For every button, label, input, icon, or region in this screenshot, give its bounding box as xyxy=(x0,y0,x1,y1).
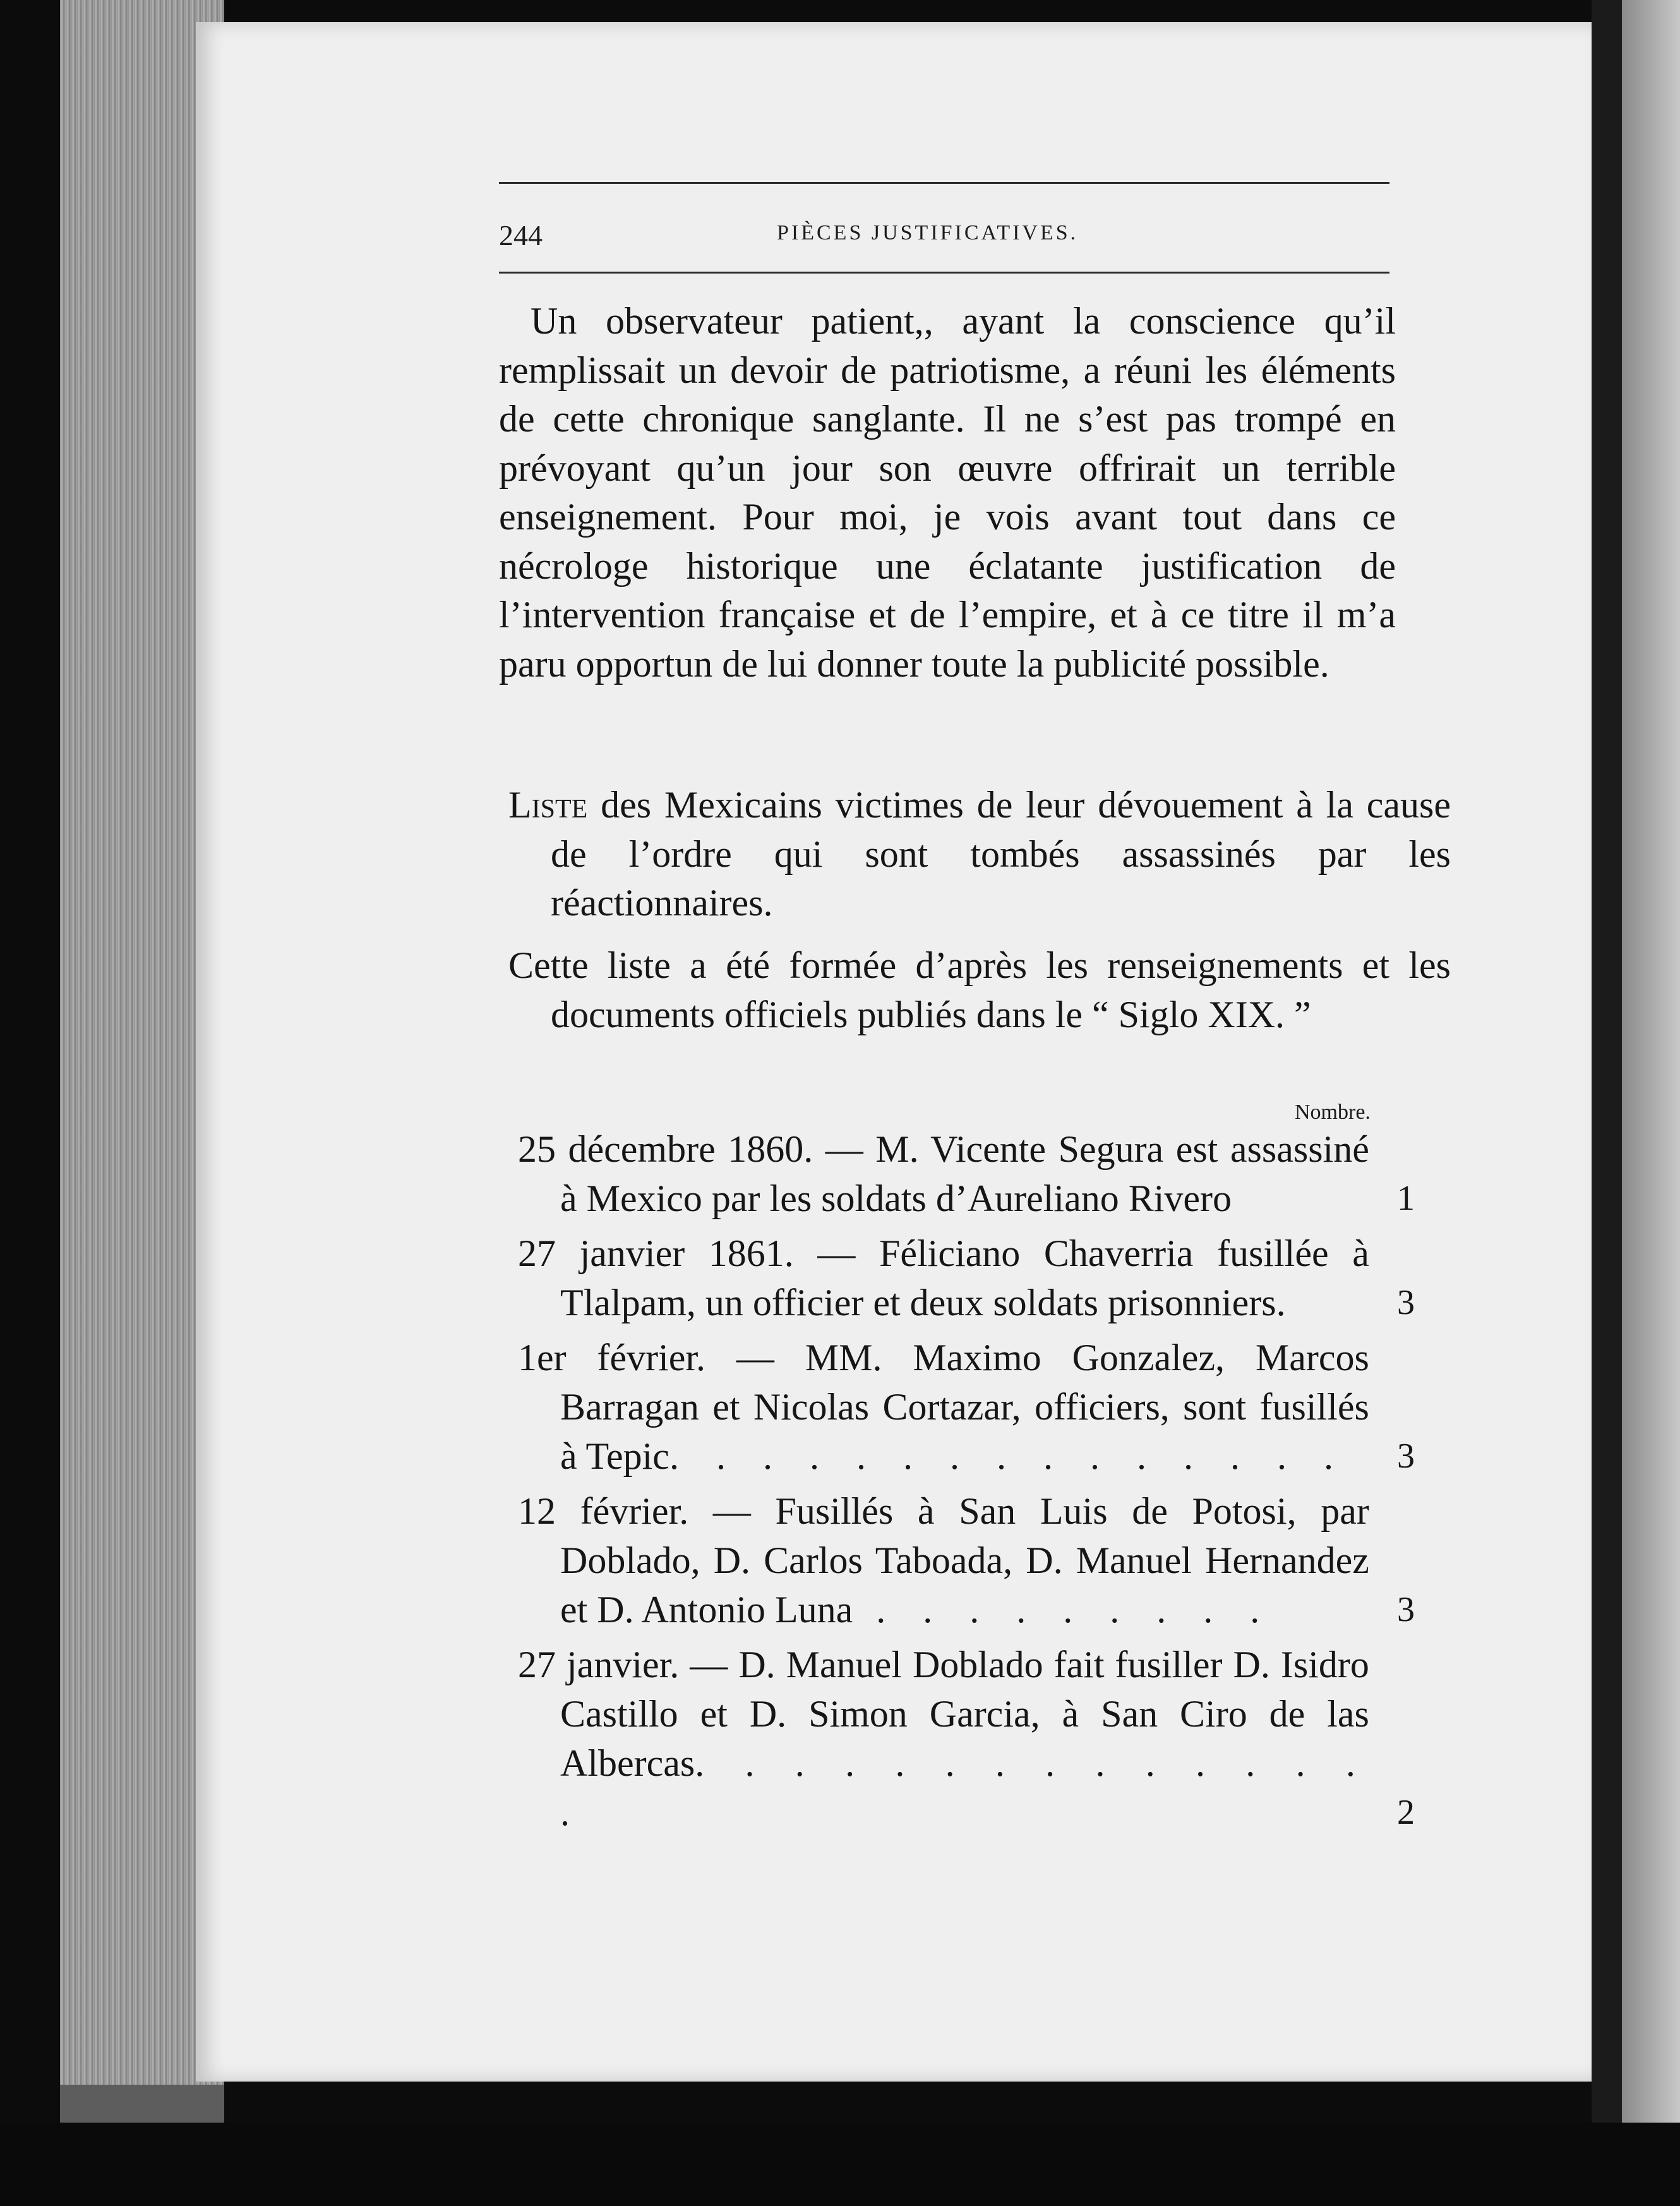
entry-count: 3 xyxy=(1397,1590,1415,1629)
dot-leader: . . . . . . . . . xyxy=(853,1589,1274,1630)
entry-text: 25 décembre 1860. — M. Vicente Segura est assassiné à Mexico par les soldats d’Aureliano Rivero xyxy=(518,1128,1369,1219)
entry-text: 12 février. — Fusillés à San Luis de Potosi, par Doblado, D. Carlos Taboada, D. Manuel Hernandez et D. Antonio Luna xyxy=(518,1490,1369,1630)
entry-count: 3 xyxy=(1397,1437,1415,1476)
running-title: PIÈCES JUSTIFICATIVES. xyxy=(777,221,1079,244)
list-title-lead: Liste xyxy=(508,784,588,826)
count-column-header: Nombre. xyxy=(1295,1100,1371,1124)
entry-count: 2 xyxy=(1397,1793,1415,1832)
scan-background xyxy=(0,2123,1680,2206)
list-item xyxy=(518,1229,1415,1327)
header-rule-top xyxy=(499,182,1389,184)
entry-text: 27 janvier 1861. — Féliciano Chaverria fusillée à Tlalpam, un officier et deux soldats prisonniers. xyxy=(518,1233,1369,1323)
list-title xyxy=(508,781,1451,928)
page-number: 244 xyxy=(499,219,543,251)
list-item xyxy=(518,1124,1415,1223)
adjacent-page-edge xyxy=(1622,0,1680,2123)
gutter-shadow xyxy=(1592,0,1622,2123)
entry-text: 27 janvier. — D. Manuel Doblado fait fusiller D. Isidro Castillo et D. Simon Garcia, à San Ciro de las Albercas xyxy=(518,1644,1369,1784)
intro-paragraph: Un observateur patient,, ayant la conscience qu’il remplissait un devoir de patriotisme, a réuni les éléments de cette chronique sanglante. Il ne s’est pas trompé en prévoyant qu’un jour son œuvre offrirait un terrible enseignement. Pour moi, je vois avant tout dans ce nécrologe historique une éclatante justification de l’intervention française et de l’empire, et à ce titre il m’a paru opportun de lui donner toute la publicité possible. xyxy=(499,300,1396,685)
list-item xyxy=(518,1486,1415,1634)
dot-leader: . . . . . . . . . . . . . . . xyxy=(560,1742,1369,1833)
list-item xyxy=(518,1640,1415,1837)
source-note: Cette liste a été formée d’après les renseignements et les documents officiels publiés dans le “ Siglo XIX. ” xyxy=(508,944,1451,1035)
entry-text: 1er février. — MM. Maximo Gonzalez, Marcos Barragan et Nicolas Cortazar, officiers, sont fusillés à Tepic xyxy=(518,1337,1369,1477)
dot-leader: . . . . . . . . . . . . . . . xyxy=(669,1435,1347,1477)
list-item xyxy=(518,1333,1415,1481)
entry-count: 3 xyxy=(1397,1283,1415,1322)
list-title-rest: des Mexicains victimes de leur dévouement à la cause de l’ordre qui sont tombés assassinés par les réactionnaires. xyxy=(551,784,1451,924)
header-rule-bottom xyxy=(499,272,1389,274)
entry-count: 1 xyxy=(1397,1179,1415,1218)
victims-list xyxy=(518,1124,1415,1843)
